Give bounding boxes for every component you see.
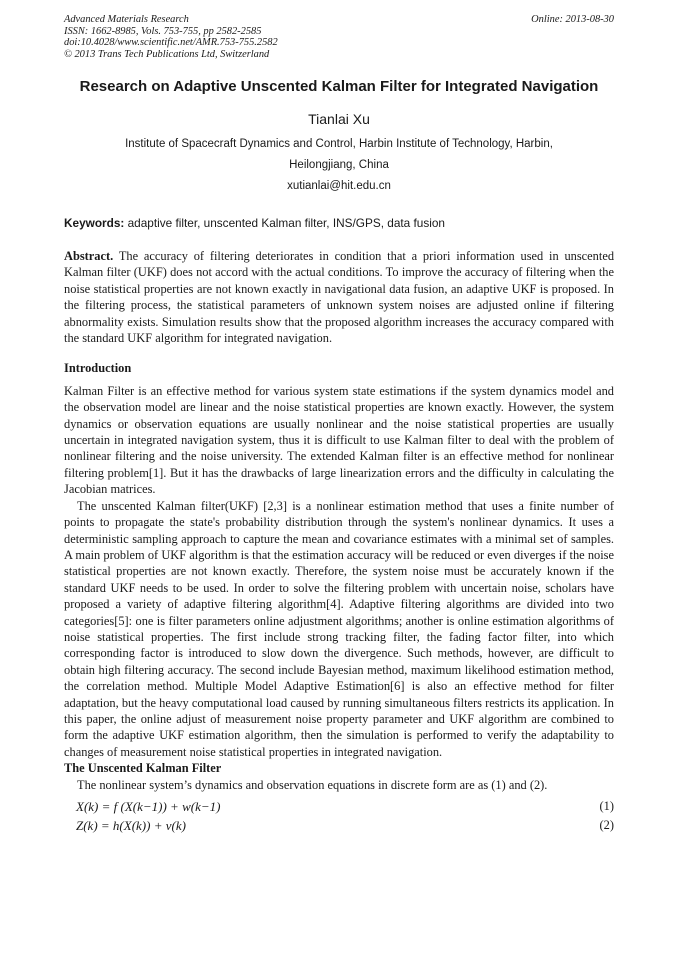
paper-title: Research on Adaptive Unscented Kalman Filter for Integrated Navigation [79,78,599,95]
journal-header [64,14,614,60]
equation-1-number: (1) [599,799,614,813]
keywords-text: adaptive filter, unscented Kalman filter, INS/GPS, data fusion [127,216,445,230]
online-date: Online: 2013-08-30 [531,14,614,25]
introduction-heading: Introduction [64,361,132,376]
journal-name: Advanced Materials Research [64,14,189,25]
keywords-label: Keywords: [64,216,125,230]
abstract-text: The accuracy of filtering deteriorates in condition that a priori information used in unscented Kalman filter (UKF) does not accord with the actual conditions. To improve the accuracy of filtering when the noise statistical properties are not known exactly in navigational data fusion, an adaptive UKF is proposed. In the filtering process, the statistical parameters of unknown system noises are adjusted online if filtering abnormality exists. Simulation results show that the proposed algorithm increases the accuracy compared with the standard UKF algorithm for integrated navigation. [64,249,615,346]
paper-page [64,14,614,835]
equation-2-number: (2) [599,818,614,832]
copyright-line: © 2013 Trans Tech Publications Ltd, Switzerland [64,48,270,60]
equation-1 [64,797,614,816]
equations [64,797,614,835]
issn-line: ISSN: 1662-8985, Vols. 753-755, pp 2582-2585 [64,25,262,37]
intro-paragraph-2: The unscented Kalman filter(UKF) [2,3] is a nonlinear estimation method that uses a finite number of points to propagate the state's probability distribution through the system's nonlinear dynamics. It uses a deterministic sampling approach to capture the mean and covariance estimates with a minimal set of samples. A main problem of UKF algorithm is that the estimation accuracy will be reduced or even diverges if the noise statistical properties are not known exactly. Therefore, the system noise must be accurately known if the standard UKF needs to be used. In order to solve the filtering problem with uncertain noise, scholars have proposed a variety of adaptive filtering algorithm[4]. Adaptive filtering algorithms are divided into two categories[5]: one is filter parameters online adjustment algorithms; another is online estimation algorithms of noise statistical properties. The first include strong tracking filter, the fading factor filter, into which corresponding factor is introduced to slow down the divergence. Such methods, however, are difficult to obtain high filtering accuracy. The second include Bayesian method, maximum likelihood estimation method, the correlation method. Multiple Model Adaptive Estimation[6] is also an effective method for filter adaptation, but the heavy computational load caused by running simultaneous filters restricts its application. In this paper, the online adjust of measurement noise property parameter and UKF algorithm are combined to form the adaptive UKF estimation algorithm, then the simulation is performed to verify the adaptability to changes of measurement noise statistical properties in integrated navigation. [64,498,614,759]
affiliation-line-2: Heilongjiang, China [289,159,389,171]
author-email[interactable]: xutianlai@hit.edu.cn [287,180,391,192]
affiliation [64,134,614,197]
keywords [64,215,614,231]
equation-1-body: X(k) = f (X(k−1)) + w(k−1) [76,799,221,814]
author-name: Tianlai Xu [308,111,370,127]
abstract [64,248,614,346]
ukf-paragraph-1: The nonlinear system’s dynamics and observation equations in discrete form are as (1) and (2). [77,777,548,792]
ukf-heading: The Unscented Kalman Filter [64,761,222,776]
equation-2 [64,816,614,835]
equation-2-body: Z(k) = h(X(k)) + v(k) [76,818,186,833]
abstract-label: Abstract. [64,249,114,263]
intro-paragraph-1: Kalman Filter is an effective method for various system state estimations if the system dynamics model and the observation model are linear and the noise statistical properties are known exactly. However, the system dynamics or observation equations are usually nonlinear and the noise statistical properties are usually uncertain in integrated navigation system, thus it is difficult to use Kalman filter to deal with the problem of nonlinear filtering and the noise university. The extended Kalman filter is an effective method for nonlinear filtering problem[1]. But it has the drawbacks of large linearization errors and the difficulty in calculating the Jacobian matrices. [64,383,614,497]
doi-line[interactable]: doi:10.4028/www.scientific.net/AMR.753-755.2582 [64,37,278,48]
affiliation-line-1: Institute of Spacecraft Dynamics and Control, Harbin Institute of Technology, Harbin, [125,138,553,150]
